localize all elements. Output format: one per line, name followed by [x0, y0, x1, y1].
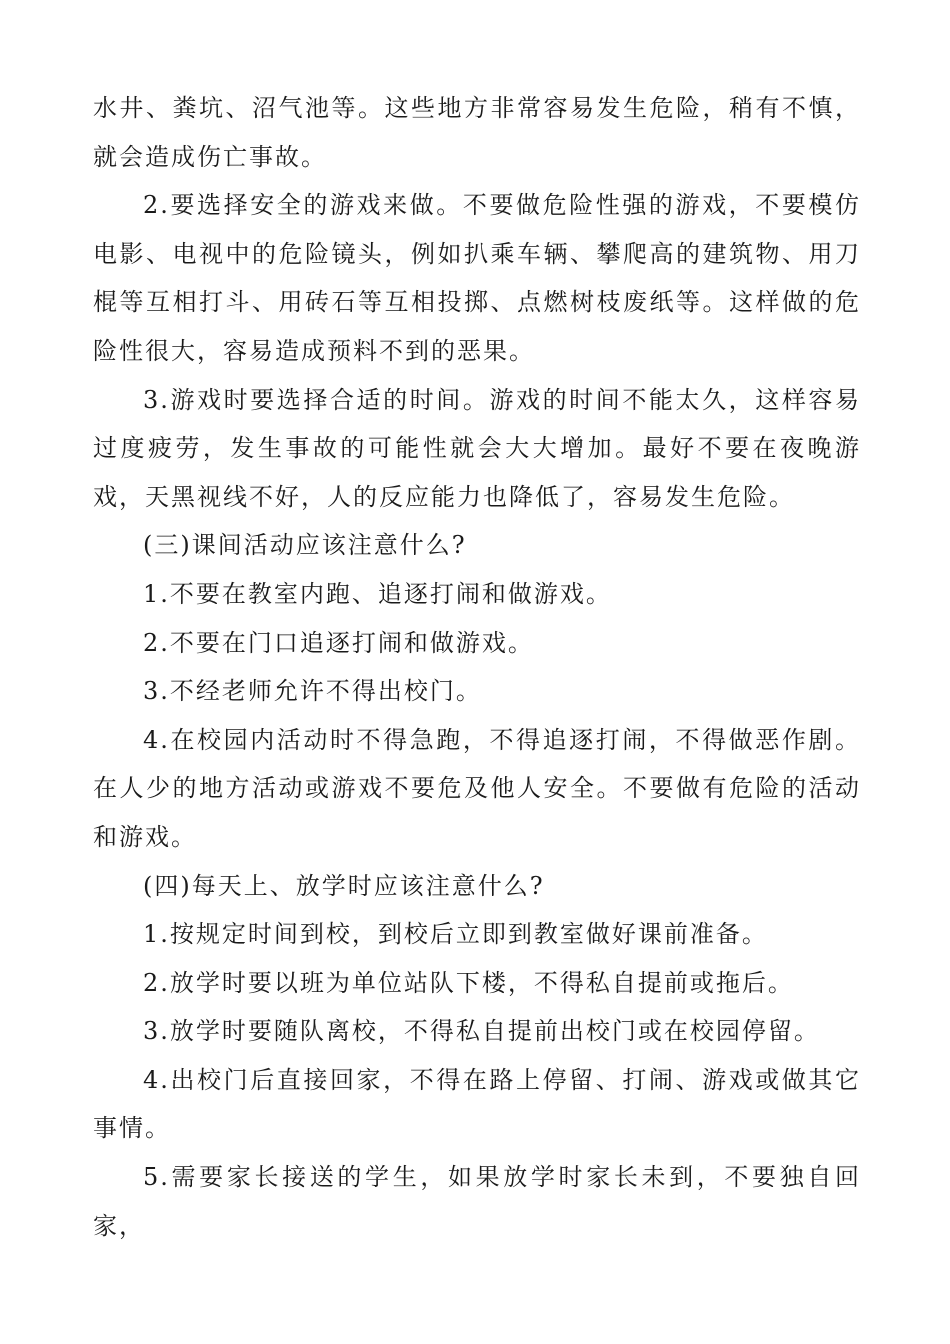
list-item-break-1: 1.不要在教室内跑、追逐打闹和做游戏。: [143, 579, 612, 608]
section-heading-commute: (四)每天上、放学时应该注意什么?: [143, 871, 545, 900]
paragraph-continuation: 水井、粪坑、沼气池等。这些地方非常容易发生危险，稍有不慎，就会造成伤亡事故。: [93, 94, 861, 171]
list-item-commute-1: 1.按规定时间到校，到校后立即到教室做好课前准备。: [143, 920, 768, 949]
paragraph-safe-games: 2.要选择安全的游戏来做。不要做危险性强的游戏，不要模仿电影、电视中的危险镜头，例如扒乘车辆、攀爬高的建筑物、用刀棍等互相打斗、用砖石等互相投掷、点燃树枝废纸等。这样做的危险性很大，容易造成预料不到的恶果。: [93, 191, 861, 365]
section-heading-break-activities: (三)课间活动应该注意什么?: [143, 531, 467, 560]
list-item-break-2: 2.不要在门口追逐打闹和做游戏。: [143, 628, 534, 657]
list-item-commute-3: 3.放学时要随队离校，不得私自提前出校门或在校园停留。: [143, 1017, 820, 1046]
list-item-commute-5: 5.需要家长接送的学生，如果放学时家长未到，不要独自回家，: [93, 1163, 861, 1240]
list-item-commute-2: 2.放学时要以班为单位站队下楼，不得私自提前或拖后。: [143, 968, 794, 997]
paragraph-game-time: 3.游戏时要选择合适的时间。游戏的时间不能太久，这样容易过度疲劳，发生事故的可能性就会大大增加。最好不要在夜晚游戏，天黑视线不好，人的反应能力也降低了，容易发生危险。: [93, 385, 861, 511]
document-body: [93, 84, 861, 1250]
list-item-commute-4: 4.出校门后直接回家，不得在路上停留、打闹、游戏或做其它事情。: [93, 1065, 861, 1143]
list-item-break-3: 3.不经老师允许不得出校门。: [143, 677, 482, 706]
list-item-break-4: 4.在校园内活动时不得急跑，不得追逐打闹，不得做恶作剧。在人少的地方活动或游戏不要危及他人安全。不要做有危险的活动和游戏。: [93, 725, 861, 851]
